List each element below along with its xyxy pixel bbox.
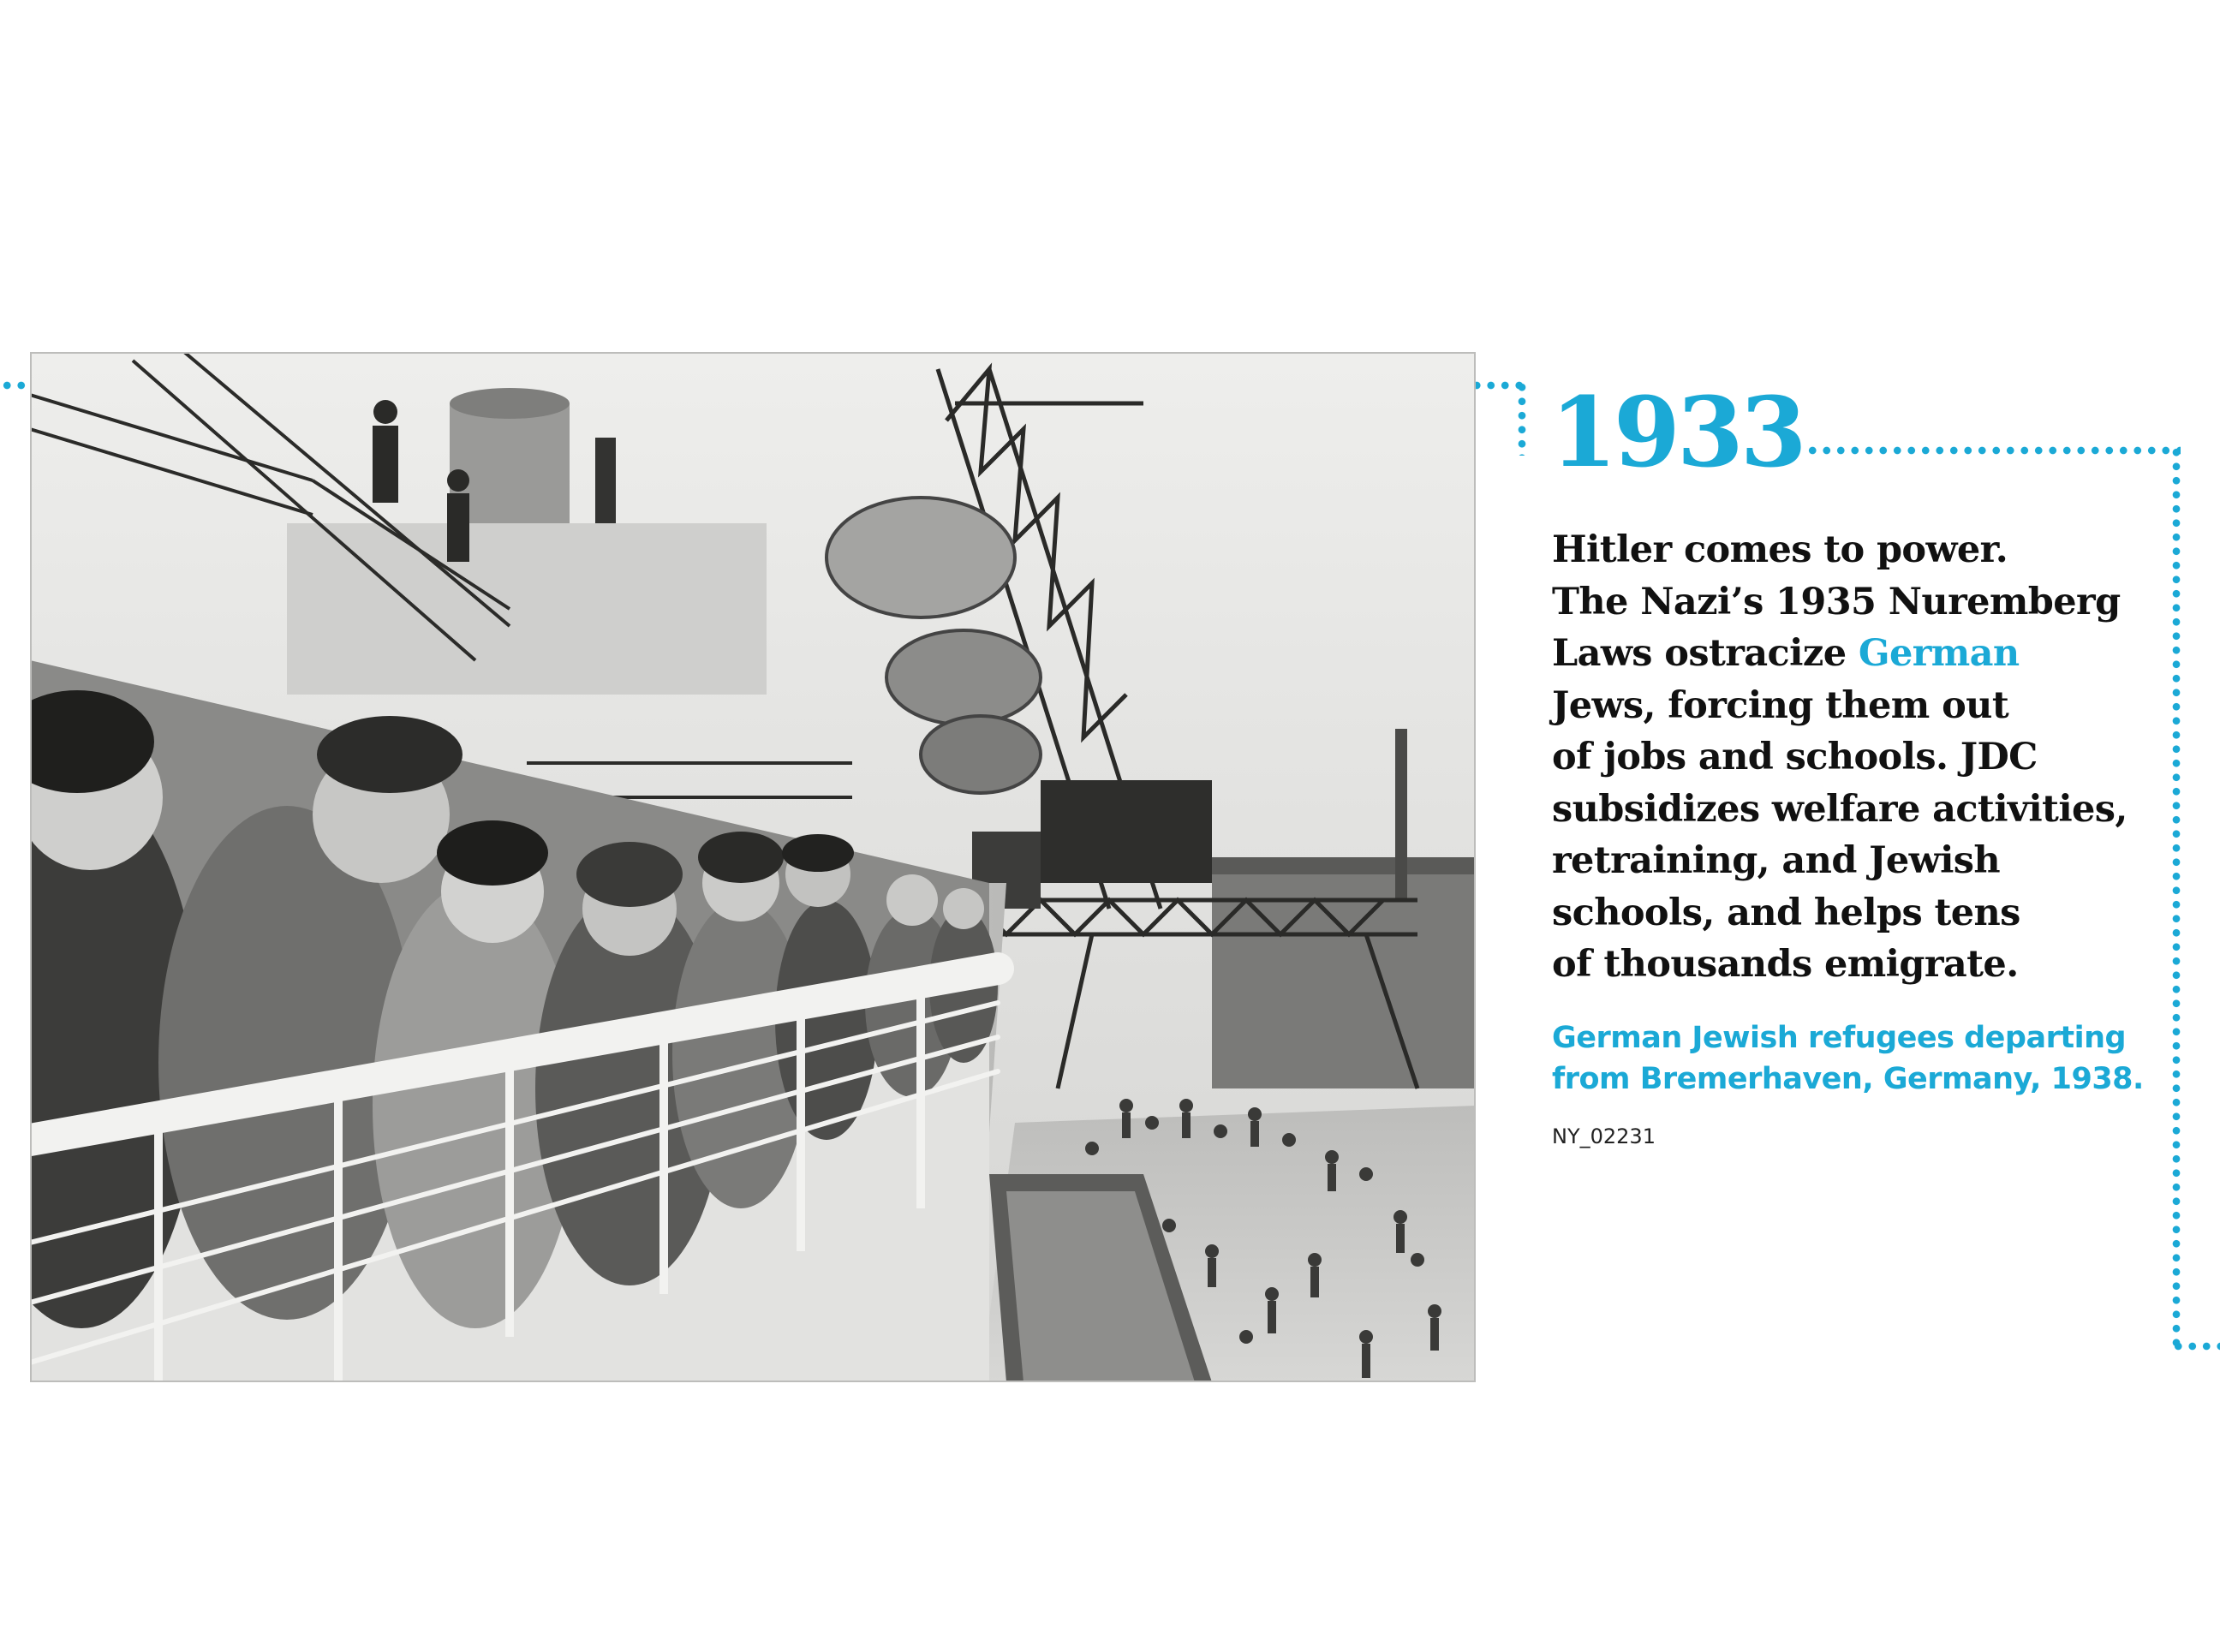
- caption-line: German Jewish refugees departing: [1552, 1021, 2127, 1055]
- timeline-dotted-line-right: [1805, 445, 2181, 456]
- timeline-dotted-line-down: [1517, 380, 1527, 456]
- description-line: retraining, and Jewish: [1552, 839, 2001, 882]
- historical-photo: [30, 352, 1476, 1382]
- description-line: of thousands emigrate.: [1552, 943, 2019, 986]
- timeline-dotted-line-end: [2171, 1341, 2220, 1351]
- timeline-dotted-line-vertical: [2171, 445, 2181, 1351]
- description-line: of jobs and schools. JDC: [1552, 736, 2038, 778]
- description-line: Jews, forcing them out: [1552, 683, 2009, 727]
- description-line: [1552, 628, 2151, 680]
- photo-caption: [1552, 1017, 2144, 1100]
- photo-id: NY_02231: [1552, 1124, 1656, 1148]
- description-line: schools, and helps tens: [1552, 891, 2020, 934]
- timeline-year: 1933: [1550, 377, 1804, 489]
- highlighted-word: German: [1858, 632, 2020, 675]
- description-text: Laws ostracize: [1552, 632, 1859, 675]
- timeline-description: [1552, 524, 2151, 991]
- description-line: The Nazi’s 1935 Nuremberg: [1552, 580, 2121, 623]
- caption-line: from Bremerhaven, Germany, 1938.: [1552, 1062, 2144, 1096]
- description-line: subsidizes welfare activities,: [1552, 787, 2128, 831]
- description-line: Hitler comes to power.: [1552, 528, 2008, 571]
